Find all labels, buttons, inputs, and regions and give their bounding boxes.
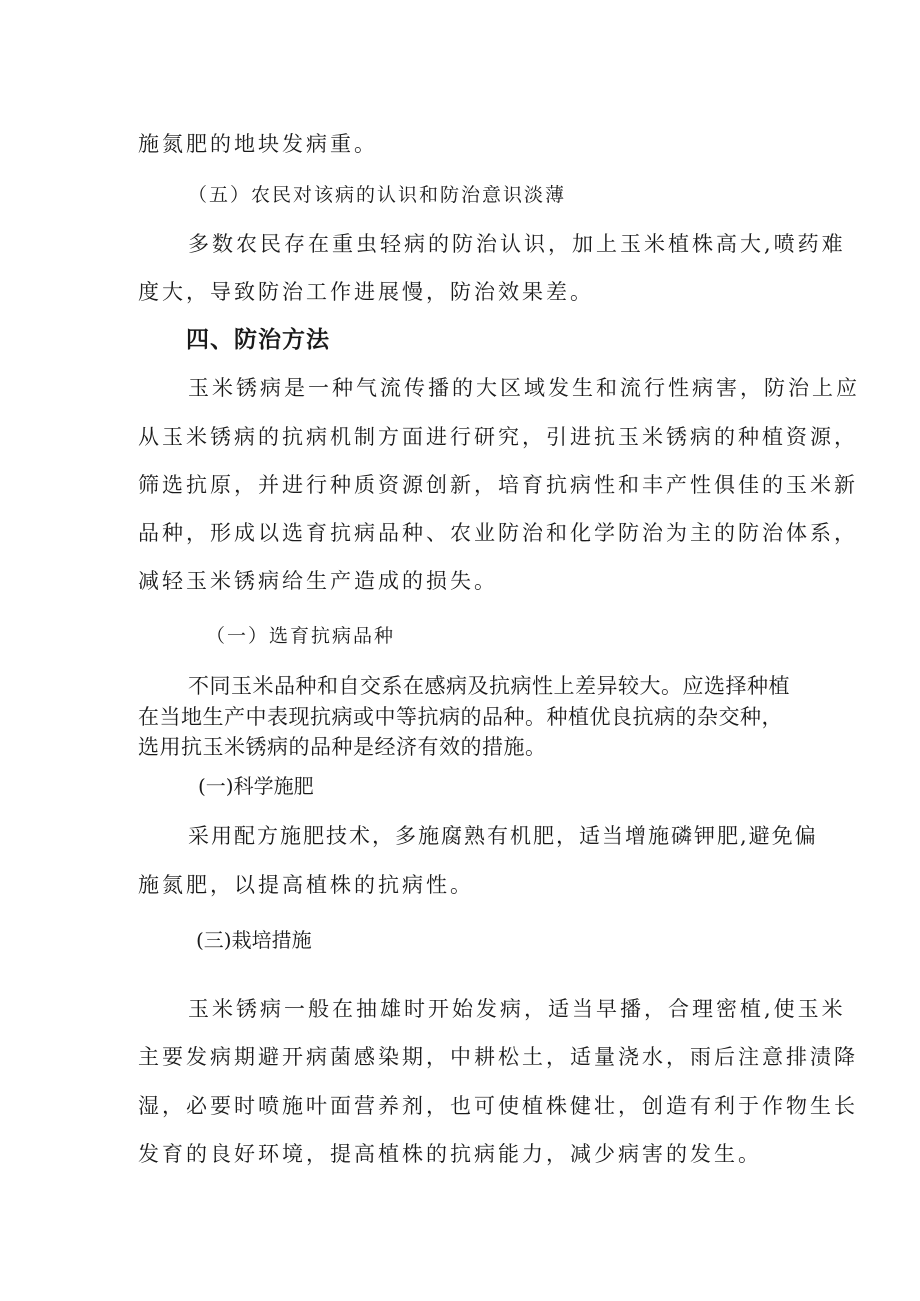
paragraph-line: 施氮肥，以提高植株的抗病性。 bbox=[138, 873, 474, 897]
paragraph-line: 不同玉米品种和自交系在感病及抗病性上差异较大。应选择种植 bbox=[188, 674, 790, 698]
section-heading: 四、防治方法 bbox=[186, 327, 330, 353]
paragraph-line: 筛选抗原，并进行种质资源创新，培育抗病性和丰产性俱佳的玉米新 bbox=[138, 473, 858, 497]
paragraph-line: 发育的良好环境，提高植株的抗病能力，减少病害的发生。 bbox=[138, 1142, 762, 1166]
paragraph-line: 玉米锈病一般在抽雄时开始发病，适当早播，合理密植,使玉米 bbox=[188, 997, 846, 1021]
paragraph-line: 采用配方施肥技术，多施腐熟有机肥，适当增施磷钾肥,避免偏 bbox=[188, 824, 818, 848]
paragraph-line: 主要发病期避开病菌感染期，中耕松土，适量浇水，雨后注意排渍降 bbox=[138, 1045, 858, 1069]
paragraph-line: 在当地生产中表现抗病或中等抗病的品种。种植优良抗病的杂交种， bbox=[138, 705, 783, 729]
paragraph-line: 从玉米锈病的抗病机制方面进行研究，引进抗玉米锈病的种植资源， bbox=[138, 425, 858, 449]
paragraph-line: 玉米锈病是一种气流传播的大区域发生和流行性病害，防治上应 bbox=[188, 376, 860, 400]
subsection-heading-2: (一)科学施肥 bbox=[198, 774, 314, 798]
subsection-heading-1: （一）选育抗病品种 bbox=[206, 625, 396, 647]
paragraph-line: 多数农民存在重虫轻病的防治认识，加上玉米植株高大,喷药难 bbox=[188, 232, 846, 256]
paragraph-line: 施氮肥的地块发病重。 bbox=[138, 132, 378, 156]
paragraph-line: 品种，形成以选育抗病品种、农业防治和化学防治为主的防治体系， bbox=[138, 521, 858, 545]
subsection-heading-3: (三)栽培措施 bbox=[196, 928, 312, 952]
paragraph-line: 湿，必要时喷施叶面营养剂，也可使植株健壮，创造有利于作物生长 bbox=[138, 1094, 858, 1118]
paragraph-line: 减轻玉米锈病给生产造成的损失。 bbox=[138, 569, 498, 593]
paragraph-line: 选用抗玉米锈病的品种是经济有效的措施。 bbox=[138, 735, 547, 759]
paragraph-line: 度大，导致防治工作进展慢，防治效果差。 bbox=[138, 280, 594, 304]
subsection-heading-5: （五）农民对该病的认识和防治意识淡薄 bbox=[188, 184, 567, 206]
